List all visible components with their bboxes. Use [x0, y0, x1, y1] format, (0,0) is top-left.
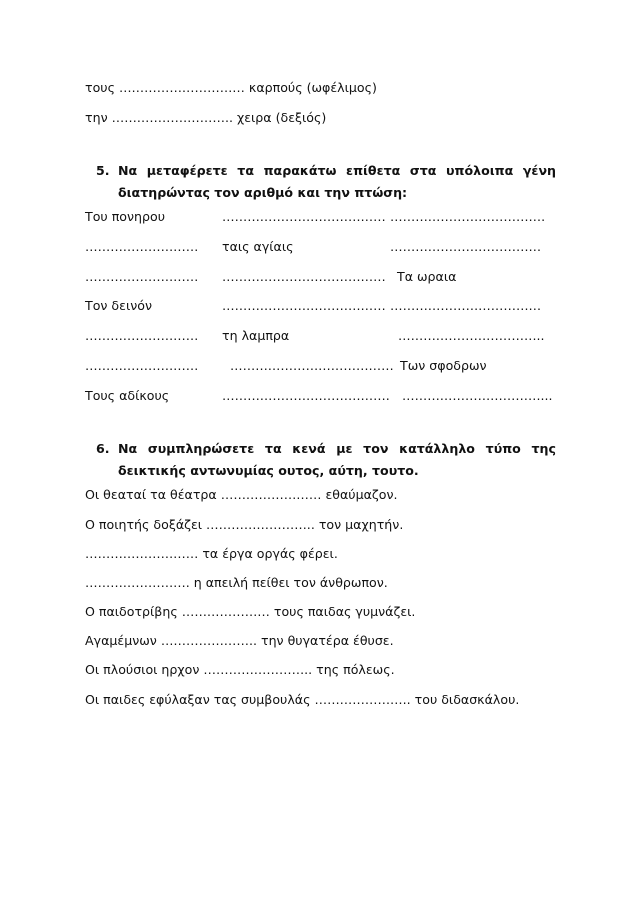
table-cell: ………………………………… [222, 209, 386, 224]
table-cell: ……………………………… [390, 298, 542, 313]
sentence-4: ……………………. η απειλή πείθει τον άνθρωπον. [85, 575, 388, 590]
table-cell: ……………………………… [390, 239, 542, 254]
sentence-7: Οι πλούσιοι ηρχον …………………….. της πόλεως. [85, 662, 395, 677]
table-row [0, 298, 638, 316]
table-cell: ……………………… [85, 269, 199, 284]
table-cell: ………………………………. [390, 209, 546, 224]
sentence-1: Οι θεαταί τα θέατρα …………………… εθαύμαζον. [85, 487, 398, 502]
table-row [0, 209, 638, 227]
table-row [0, 358, 638, 376]
sentence-2: Ο ποιητής δοξάζει …………………….. τον μαχητήν. [85, 517, 404, 532]
exercise-5-number: 5. [96, 163, 110, 178]
fill-line-2: την ……………………….. χειρα (δεξιός) [85, 110, 327, 125]
table-cell: Των σφοδρων [400, 358, 487, 373]
table-cell: …………………………………. [222, 388, 390, 403]
sentence-6: Αγαμέμνων ………………….. την θυγατέρα έθυσε. [85, 633, 394, 648]
table-cell: τη λαμπρα [222, 328, 290, 343]
table-cell: ………………………………… [222, 269, 386, 284]
sentence-8: Οι παιδες εφύλαξαν τας συμβουλάς ………………….. του διδασκάλου. [85, 692, 520, 707]
table-cell: ……………………… [85, 358, 199, 373]
table-cell: ……………………… [85, 239, 199, 254]
exercise-6-heading [96, 438, 556, 482]
exercise-5-instruction-line1: Να μεταφέρετε τα παρακάτω επίθετα στα υπόλοιπα γένη [118, 163, 556, 178]
sentence-3: ……………………… τα έργα οργάς φέρει. [85, 546, 338, 561]
table-cell: …………………………….. [398, 328, 545, 343]
table-row [0, 269, 638, 287]
table-cell: Του πονηρου [85, 209, 165, 224]
table-cell: ……………………………... [402, 388, 553, 403]
table-row [0, 328, 638, 346]
exercise-6-instruction-line2: δεικτικής αντωνυμίας ουτος, αύτη, τουτο. [118, 463, 419, 478]
table-row [0, 388, 638, 406]
table-cell: ………………………………… [222, 298, 386, 313]
exercise-5-heading [96, 160, 556, 204]
exercise-6-instruction-line1: Να συμπληρώσετε τα κενά με τον κατάλληλο τύπο της [118, 441, 556, 456]
exercise-5-instruction-line2: διατηρώντας τον αριθμό και την πτώση: [118, 185, 408, 200]
sentence-5: Ο παιδοτρίβης ………………… τους παιδας γυμνάζει. [85, 604, 416, 619]
table-cell: Τους αδίκους [85, 388, 170, 403]
table-cell: ……………………… [85, 328, 199, 343]
table-cell: ταις αγίαις [222, 239, 294, 254]
table-cell: ………………………………… [230, 358, 394, 373]
table-cell: Τον δεινόν [85, 298, 152, 313]
table-cell: Τα ωραια [397, 269, 457, 284]
fill-line-1: τους ………………………… καρπούς (ωφέλιμος) [85, 80, 377, 95]
table-row [0, 239, 638, 257]
exercise-6-number: 6. [96, 441, 110, 456]
